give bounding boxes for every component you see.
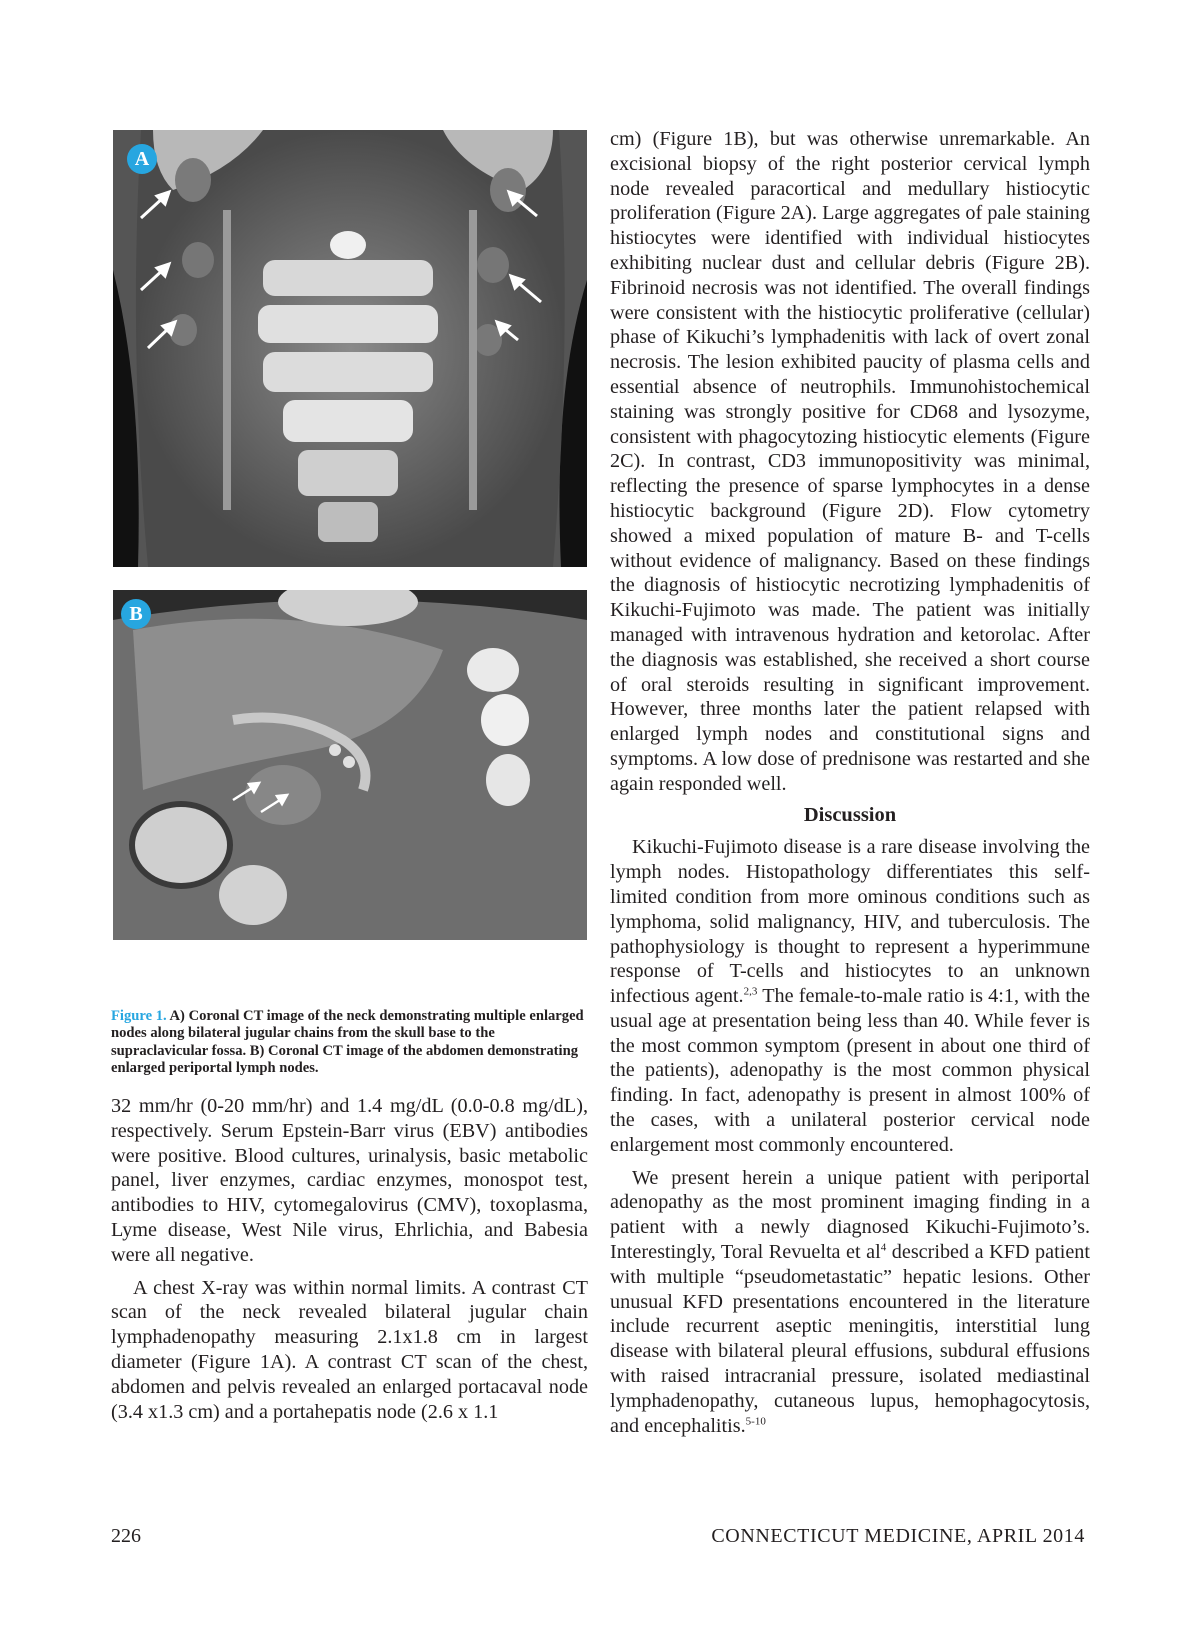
right-paragraph-2 [610, 835, 1090, 1157]
left-paragraph-2: A chest X-ray was within normal limits. A contrast CT scan of the neck revealed bilateral jugular chain lymphadenopathy measuring 2.1x1.8 cm in largest diameter (Figure 1A). A contrast CT scan of the chest, abdomen and pelvis revealed an enlarged portacaval node (3.4 x1.3 cm) and a portahepatis node (2.6 x 1.1 [111, 1276, 588, 1423]
figure-1b-ct-abdomen [113, 590, 587, 940]
figure-caption [111, 1008, 591, 1078]
p2-text-a: Kikuchi-Fujimoto disease is a rare disease involving the lymph nodes. Histopathology differentiates this self-limited condition from more ominous conditions such as lymphoma, solid malignancy, HIV, and tuberculosis. The pathophysiology is thought to represent a hyperimmune response of T-cells and histiocytes to an unknown infectious agent. [610, 836, 1090, 1008]
p3-citation: 4 [880, 1241, 887, 1254]
left-paragraph-1: 32 mm/hr (0-20 mm/hr) and 1.4 mg/dL (0.0-0.8 mg/dL), respectively. Serum Epstein-Barr virus (EBV) antibodies were positive. Blood cultures, urinalysis, basic metabolic panel, liver enzymes, cardiac enzymes, monospot test, antibodies to HIV, cytomegalovirus (CMV), toxoplasma, Lyme disease, West Nile virus, Ehrlichia, and Babesia were all negative. [111, 1095, 588, 1266]
caption-text: A) Coronal CT image of the neck demonstrating multiple enlarged nodes along bilateral jugular chains from the skull base to the supraclavicular fossa. B) Coronal CT image of the abdomen demonstrating enlarged periportal lymph nodes. [111, 1008, 584, 1077]
p2-text-b: The female-to-male ratio is 4:1, with the usual age at presentation being less than 40. While fever is the most common symptom (present in about one third of the patients), adenopathy is the most common physical finding. In fact, adenopathy is present in almost 100% of the cases, with a unilateral posterior cervical node enlargement most commonly encountered. [610, 985, 1091, 1156]
right-paragraph-3 [610, 1166, 1090, 1439]
figure-1a-ct-neck [113, 130, 587, 567]
right-paragraph-1: cm) (Figure 1B), but was otherwise unremarkable. An excisional biopsy of the right posterior cervical lymph node revealed paracortical and medullary histiocytic proliferation (Figure 2A). Large aggregates of pale staining histiocytes were identified with individual histiocytes exhibiting nuclear dust and cellular debris (Figure 2B). Fibrinoid necrosis was not identified. The overall findings were consistent with the histiocytic proliferative (cellular) phase of Kikuchi’s lymphadenitis with lack of overt zonal necrosis. The lesion exhibited paucity of plasma cells and essential absence of neutrophils. Immunohistochemical staining was strongly positive for CD68 and lysozyme, consistent with phagocytozing histiocytic elements (Figure 2C). In contrast, CD3 immunopositivity was minimal, reflecting the presence of sparse lymphocytes in a dense histiocytic background (Figure 2D). Flow cytometry showed a mixed population of mature B- and T-cells without evidence of malignancy. Based on these findings the diagnosis of histiocytic necrotizing lymphadenitis of Kikuchi-Fujimoto was made. The patient was initially managed with intravenous hydration and ketorolac. After the diagnosis was established, she received a short course of oral steroids resulting in significant improvement. However, three months later the patient relapsed with enlarged lymph nodes and constitutional signs and symptoms. A low dose of prednisone was restarted and she again responded well. [610, 128, 1090, 795]
panel-b-label: B [121, 599, 151, 629]
panel-a-label: A [127, 144, 157, 174]
p3-text-b: described a KFD patient with multiple “pseudometastatic” hepatic lesions. Other unusual KFD presentations encountered in the literature include recurrent aseptic meningitis, interstitial lung disease with bilateral pleural effusions, subdural effusions with raised intracranial pressure, isolated mediastinal lymphadenopathy, cutaneous lupus, hemophagocytosis, and encephalitis. [610, 1241, 1090, 1437]
left-column [111, 1094, 588, 1424]
journal-footer: CONNECTICUT MEDICINE, APRIL 2014 [711, 1525, 1085, 1547]
p2-citation: 2,3 [743, 985, 758, 998]
page-number: 226 [111, 1525, 141, 1547]
discussion-heading: Discussion [803, 803, 897, 826]
p3-citation-2: 5-10 [745, 1414, 766, 1427]
p3-text-a: We present herein a unique patient with periportal adenopathy as the most prominent imaging finding in a patient with a newly diagnosed Kikuchi-Fujimoto’s. Interestingly, Toral Revuelta et al [610, 1166, 1090, 1264]
right-column [610, 127, 1090, 1438]
caption-figure-number: Figure 1. [111, 1008, 167, 1024]
